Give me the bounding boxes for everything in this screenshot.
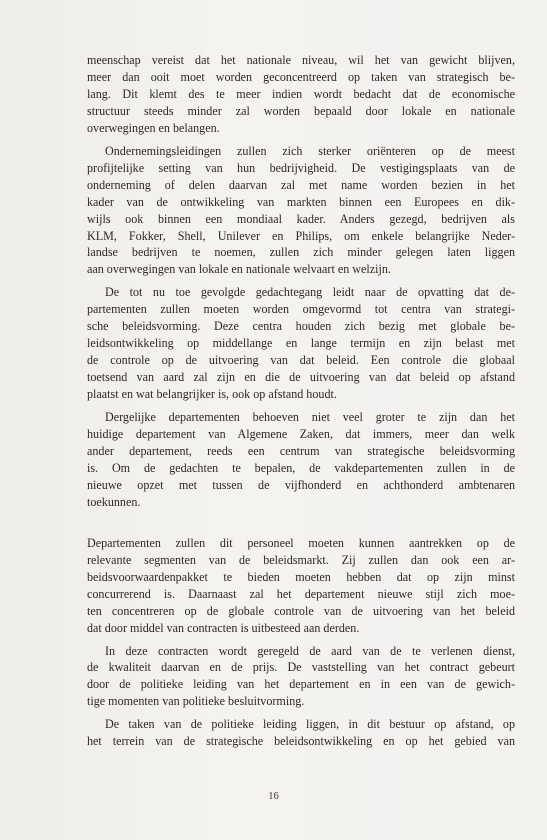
paragraph [87, 535, 515, 637]
text-line: beidsvoorwaardenpakket te bieden moeten hebben dat op zijn minst [87, 569, 515, 584]
text-line: het terrein van de strategische beleidsontwikkeling en op het gebied van [87, 734, 515, 749]
text-line: toekunnen. [87, 494, 141, 509]
text-line: plaatst en wat belangrijker is, ook op afstand houdt. [87, 387, 337, 402]
paragraph [87, 716, 515, 750]
text-line: structuur steeds minder zal worden bepaald door lokale en nationale [87, 103, 515, 118]
paragraph [87, 52, 515, 137]
text-line: KLM, Fokker, Shell, Unilever en Philips, om enkele belangrijke Neder- [87, 228, 515, 243]
text-line: Ondernemingsleidingen zullen zich sterker oriënteren op de meest [105, 143, 515, 158]
page-number: 16 [268, 791, 279, 802]
text-line: leidsontwikkeling op middellange en lange termijn en zijn belast met [87, 336, 515, 351]
text-line: partementen zullen moeten worden omgevormd tot centra van strategi- [87, 302, 515, 317]
paragraph [87, 143, 515, 279]
body-text [87, 52, 515, 756]
text-line: relevante segmenten van de beleidsmarkt. Zij zullen dan ook een ar- [87, 552, 515, 567]
text-line: landse bedrijven te noemen, zullen zich minder gelegen laten liggen [87, 245, 515, 260]
text-line: dat door middel van contracten is uitbesteed aan derden. [87, 620, 360, 635]
section-gap [87, 517, 515, 535]
text-line: Departementen zullen dit personeel moeten kunnen aantrekken op de [87, 535, 515, 550]
text-line: onderneming of delen daarvan zal met name worden bezien in het [87, 177, 515, 192]
paragraph [87, 284, 515, 403]
paragraph [87, 409, 515, 511]
text-line: aan overwegingen van lokale en nationale welvaart en welzijn. [87, 262, 391, 277]
text-line: de controle op de uitvoering van dat beleid. Een controle die globaal [87, 353, 515, 368]
text-line: profijtelijke setting van hun bedrijvigheid. De vestigingsplaats van de [87, 160, 515, 175]
paragraph [87, 643, 515, 711]
text-line: de kwaliteit daarvan en de prijs. De vaststelling van het contract gebeurt [87, 660, 515, 675]
text-line: ten concentreren op de globale controle van de uitvoering van het beleid [87, 603, 515, 618]
text-line: tige momenten van politieke besluitvorming. [87, 694, 305, 709]
text-line: huidige departement van Algemene Zaken, dat immers, meer dan welk [87, 427, 515, 442]
text-line: wijls ook binnen een mondiaal kader. Anders gezegd, bedrijven als [87, 211, 515, 226]
text-line: In deze contracten wordt geregeld de aard van de te verlenen dienst, [105, 643, 515, 658]
text-line: ander departement, reeds een centrum van strategische beleidsvorming [87, 443, 515, 458]
text-line: De taken van de politieke leiding liggen, in dit bestuur op afstand, op [105, 717, 515, 732]
text-line: De tot nu toe gevolgde gedachtegang leidt naar de opvatting dat de- [105, 285, 515, 300]
text-line: sche beleidsvorming. Deze centra houden zich bezig met globale be- [87, 319, 515, 334]
text-line: is. Om de gedachten te bepalen, de vakdepartementen zullen in de [87, 460, 515, 475]
text-line: kader van de ontwikkeling van markten binnen een Europees en dik- [87, 194, 515, 209]
text-line: concurrerend is. Daarnaast zal het departement nieuwe stijl zich moe- [87, 586, 515, 601]
text-line: door de politieke leiding van het departement en in een van de gewich- [87, 677, 515, 692]
text-line: overwegingen en belangen. [87, 120, 220, 135]
text-line: lang. Dit klemt des te meer indien wordt bedacht dat de economische [87, 86, 515, 101]
text-line: nieuwe opzet met tussen de vijfhonderd en achthonderd ambtenaren [87, 477, 515, 492]
text-line: Dergelijke departementen behoeven niet veel groter te zijn dan het [105, 410, 515, 425]
text-line: meer dan ooit moet worden geconcentreerd op taken van strategisch be- [87, 69, 515, 84]
text-line: toetsend van aard zal zijn en die de uitvoering van dat beleid op afstand [87, 370, 515, 385]
text-line: meenschap vereist dat het nationale niveau, wil het van gewicht blijven, [87, 53, 515, 67]
